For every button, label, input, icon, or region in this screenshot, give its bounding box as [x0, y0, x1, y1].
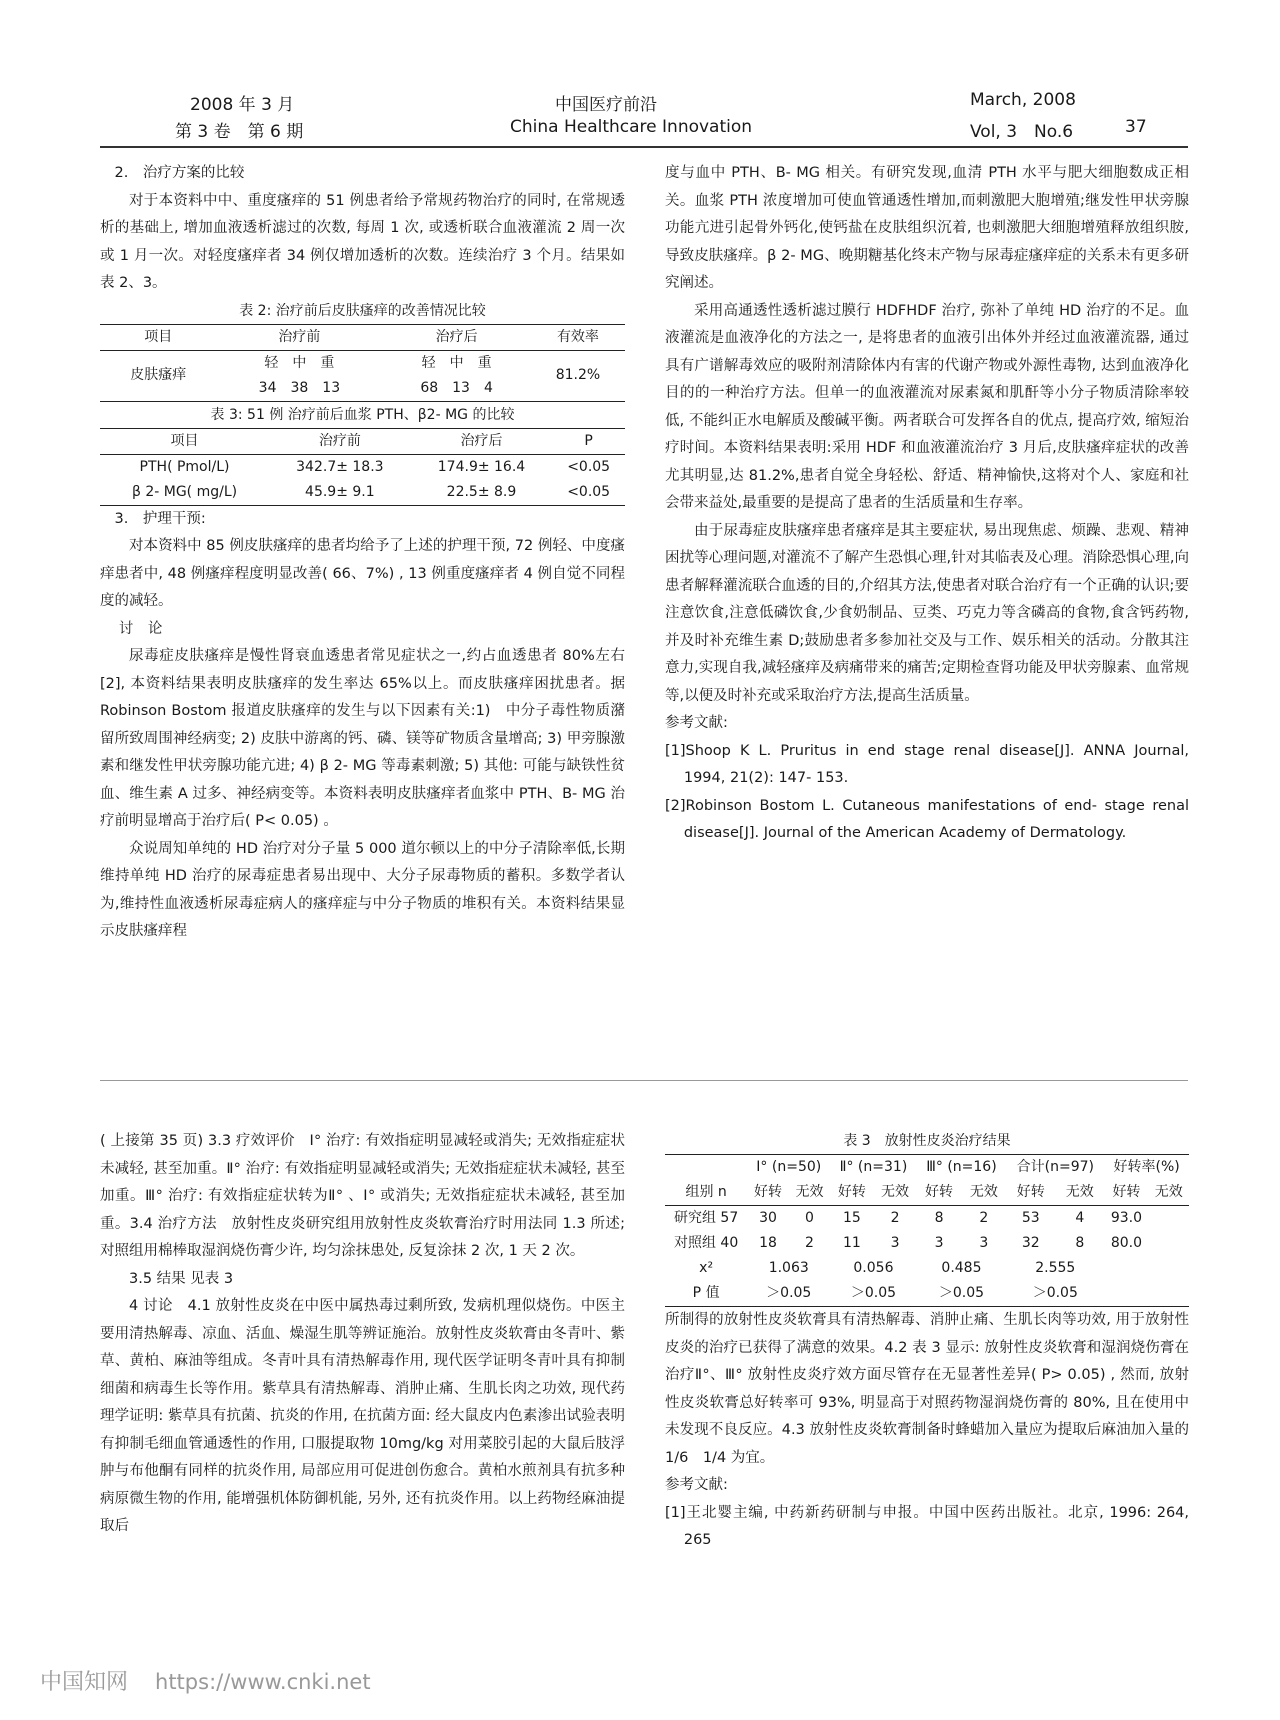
issue-volume-cn: 第 3 卷 第 6 期 — [175, 122, 304, 142]
page-number: 37 — [1125, 117, 1147, 137]
table-cell: 0 — [805, 1210, 814, 1226]
table-cell: <0.05 — [567, 458, 611, 475]
table-cell: 4 — [1075, 1210, 1085, 1226]
table-cell: 0.056 — [853, 1260, 894, 1276]
paragraph: 4 讨论 4.1 放射性皮炎在中医中属热毒过剩所致, 发病机理似烧伤。中医主要用清热解毒、凉血、活血、燥湿生肌等辨证施治。放射性皮炎软膏由冬青叶、紫草、黄柏、麻油等组成。冬青叶具有清热解毒作用, 现代医学证明冬青叶具有抑制细菌和病毒生长等作用。紫草具有清热解毒、消肿止痛、生肌长肉之功效, 现代药理学证明: 紫草具有抗菌、抗炎的作用, 在抗菌方面: 经大鼠皮内色素渗出试验表明有抑制毛细血管通透性的作用, 口服提取物 10mg/kg 对用菜胶引起的大鼠后肢浮肿与布他酮有同样的抗炎作用, 局部应用可促进创伤愈合。黄柏水煎剂具有抗多种病原微生物的作用, 能增强机体防御机能, 另外, 还有抗炎作用。以上药物经麻油提取后 — [100, 1298, 625, 1534]
table-cell: 2 — [979, 1210, 989, 1226]
paragraph: 采用高通透性透析滤过膜行 HDFHDF 治疗, 弥补了单纯 HD 治疗的不足。血液灌流是血液净化的方法之一, 是将患者的血液引出体外并经过血液灌流器, 通过具有广谱解毒效应的吸附剂清除体内有害的代谢产物或外源性毒物, 达到血液净化目的的一种治疗方法。但单一的血液灌流对尿素氮和肌酐等小分子物质清除率较低, 不能纠正水电解质及酸碱平衡。两者联合可发挥各自的优点, 提高疗效, 缩短治疗时间。本资料结果表明:采用 HDF 和血液灌流治疗 3 月后,皮肤瘙痒症状的改善尤其明显,达 81.2%,患者自觉全身轻松、舒适、精神愉快,这将对个人、家庭和社会带来益处,最重要的是提高了患者的生活质量和生存率。 — [665, 302, 1189, 511]
cnki-url[interactable]: https://www.cnki.net — [155, 1670, 371, 1694]
table-cell: 80.0 — [1110, 1235, 1143, 1251]
table-cell: 81.2% — [555, 367, 601, 383]
table-header: 好转率(%) — [1113, 1159, 1180, 1175]
upper-left-column — [100, 160, 625, 946]
table-header — [665, 1155, 747, 1181]
section-heading: 3. 护理干预: — [114, 510, 206, 527]
table-cell: 2.555 — [1035, 1260, 1076, 1276]
table-cell: ＞0.05 — [766, 1285, 812, 1301]
paragraph: 对于本资料中中、重度瘙痒的 51 例患者给予常规药物治疗的同时, 在常规透析的基础上, 增加血液透析滤过的次数, 每周 1 次, 或透析联合血液灌流 2 周一次或 1 月一次。对轻度瘙痒者 34 例仅增加透析的次数。连续治疗 3 个月。结果如表 2、3。 — [100, 192, 625, 291]
table-cell: x² — [699, 1260, 714, 1276]
cnki-watermark — [40, 1665, 371, 1696]
table-cell: 11 — [842, 1235, 861, 1251]
table-cell: <0.05 — [567, 483, 611, 500]
table-header: 合计(n=97) — [1016, 1159, 1094, 1175]
reference-item: [1]王北婴主编, 中药新药研制与申报。中国中医药出版社。北京, 1996: 264, 265 — [665, 1504, 1189, 1548]
table-cell: 2 — [890, 1210, 900, 1226]
table3 — [100, 428, 625, 506]
paragraph: 度与血中 PTH、B- MG 相关。有研究发现,血清 PTH 水平与肥大细胞数成正相关。血浆 PTH 浓度增加可使血管通透性增加,而刺激肥大胞增殖;继发性甲状旁腺功能亢进引起骨外钙化,使钙盐在皮肤组织沉着, 也刺激肥大细胞增殖释放组织胺, 导致皮肤瘙痒。β 2- MG、晚期糖基化终末产物与尿毒症瘙痒症的关系未有更多研究阐述。 — [665, 165, 1189, 291]
references-heading: 参考文献: — [665, 1477, 728, 1493]
issue-volume-en: Vol, 3 No.6 — [970, 122, 1074, 142]
issue-date-en: March, 2008 — [970, 90, 1076, 110]
table-cell: 轻 中 重 — [421, 354, 492, 371]
table-header: 无效 — [795, 1184, 824, 1200]
table-header: 无效 — [969, 1184, 998, 1200]
reference-item: [1]Shoop K L. Pruritus in end stage renal disease[J]. ANNA Journal, 1994, 21(2): 147- 153. — [665, 742, 1189, 786]
table-cell: 342.7± 18.3 — [296, 458, 384, 475]
paragraph: 众说周知单纯的 HD 治疗对分子量 5 000 道尔顿以上的中分子清除率低,长期维持单纯 HD 治疗的尿毒症患者易出现中、大分子尿毒物质的蓄积。多数学者认为,维持性血液透析尿毒症病人的瘙痒症与中分子物质的堆积有关。本资料结果显示皮肤瘙痒程 — [100, 840, 625, 939]
table-cell — [1149, 1206, 1189, 1232]
table-cell: 3 — [890, 1235, 900, 1251]
table-cell: ＞0.05 — [850, 1285, 897, 1301]
table-header: 项目 — [144, 328, 173, 345]
table-cell: ＞0.05 — [938, 1285, 985, 1301]
table-cell: 30 — [759, 1210, 777, 1226]
table-header: 治疗前 — [278, 328, 321, 345]
lower-right-column — [665, 1128, 1189, 1555]
paragraph: 尿毒症皮肤瘙痒是慢性肾衰血透患者常见症状之一,约占血透患者 80%左右[2], 本资料结果表明皮肤瘙痒的发生率达 65%以上。而皮肤瘙痒困扰患者。据 Robinson Bostom 报道皮肤瘙痒的发生与以下因素有关:1) 中分子毒性物质潴留所致周围神经病变; 2) 皮肤中游离的钙、磷、镁等矿物质含量增高; 3) 甲旁腺激素和继发性甲状旁腺功能亢进; 4) β 2- MG 等毒素刺激; 5) 其他: 可能与缺铁性贫血、维生素 A 过多、神经病变等。本资料表明皮肤瘙痒者血浆中 PTH、B- MG 治疗前明显增高于治疗后( P< 0.05) 。 — [100, 648, 625, 829]
references-heading: 参考文献: — [665, 715, 728, 731]
table-cell: 皮肤瘙痒 — [130, 367, 187, 383]
table-header: 无效 — [1065, 1184, 1094, 1200]
table2 — [100, 324, 625, 402]
section-divider — [100, 1080, 1188, 1081]
table-cell: 0.485 — [941, 1260, 982, 1276]
table-cell: 174.9± 16.4 — [437, 458, 526, 475]
section-heading: 讨 论 — [118, 620, 163, 637]
table-cell: β 2- MG( mg/L) — [131, 483, 238, 500]
paragraph: ( 上接第 35 页) 3.3 疗效评价 Ⅰ° 治疗: 有效指症明显减轻或消失; 无效指症症状未减轻, 甚至加重。Ⅱ° 治疗: 有效指症明显减轻或消失; 无效指症症状未减轻, 甚至加重。Ⅲ° 治疗: 有效指症症状转为Ⅱ° 、Ⅰ° 或消失; 无效指症症状未减轻, 甚至加重。3.4 治疗方法 放射性皮炎研究组用放射性皮炎软膏治疗时用法同 1.3 所述; 对照组用棉棒取湿润烧伤膏少许, 均匀涂抹患处, 反复涂抹 2 次, 1 天 2 次。 — [100, 1133, 625, 1259]
table-cell: 8 — [1075, 1235, 1085, 1251]
table-cell: 34 38 13 — [258, 379, 341, 396]
table-header: 好转 — [837, 1184, 866, 1200]
issue-date-cn: 2008 年 3 月 — [190, 95, 295, 115]
table-header: 组别 n — [685, 1184, 727, 1200]
paragraph: 由于尿毒症皮肤瘙痒患者瘙痒是其主要症状, 易出现焦虑、烦躁、悲观、精神困扰等心理问题,对灌流不了解产生恐惧心理,针对其临表及心理。消除恐惧心理,向患者解释灌流联合血透的目的,介绍其方法,使患者对联合治疗有一个正确的认识;要注意饮食,注意低磷饮食,少食奶制品、豆类、巧克力等含磷高的食物,食含钙药物,并及时补充维生素 D;鼓励患者多参加社交及与工作、娱乐相关的活动。分散其注意力,实现自我,减轻瘙痒及病痛带来的痛苦;定期检查肾功能及甲状旁腺素、血常规等,以便及时补充或采取治疗方法,提高生活质量。 — [665, 522, 1189, 704]
table-cell: 93.0 — [1110, 1210, 1143, 1226]
table-header: 好转 — [1016, 1184, 1045, 1200]
table3-radiation — [665, 1154, 1189, 1307]
table-cell: 18 — [759, 1235, 777, 1251]
table-header: P — [584, 432, 593, 449]
table-header: Ⅱ° (n=31) — [839, 1159, 908, 1175]
table-cell: 对照组 40 — [673, 1235, 739, 1251]
table-header: 有效率 — [556, 328, 599, 345]
table-cell: 68 13 4 — [420, 379, 493, 396]
table-header: 治疗后 — [435, 328, 478, 345]
table-cell: 1.063 — [768, 1260, 809, 1276]
table-cell: 8 — [934, 1210, 944, 1226]
table-cell: 45.9± 9.1 — [305, 483, 375, 500]
reference-item: [2]Robinson Bostom L. Cutaneous manifestations of end- stage renal disease[J]. Journal of the American Academy of Dermatology. — [665, 797, 1189, 841]
table-header: Ⅲ° (n=16) — [926, 1159, 997, 1175]
table-cell: 15 — [842, 1210, 861, 1226]
table-header: 无效 — [881, 1184, 910, 1200]
journal-title-en: China Healthcare Innovation — [510, 117, 753, 137]
journal-title-cn: 中国医疗前沿 — [555, 95, 657, 115]
table-header: 好转 — [925, 1184, 954, 1200]
table-header: 好转 — [754, 1184, 782, 1200]
table-cell: 轻 中 重 — [264, 354, 335, 371]
lower-left-column — [100, 1128, 625, 1541]
table-header: Ⅰ° (n=50) — [756, 1159, 822, 1175]
table-cell: 3 — [979, 1235, 989, 1251]
table-cell: 32 — [1021, 1235, 1040, 1251]
table-header: 治疗前 — [318, 432, 361, 449]
table-header: 项目 — [170, 432, 199, 449]
table-cell — [1149, 1231, 1189, 1256]
table-header: 无效 — [1154, 1184, 1183, 1200]
table-cell: 53 — [1021, 1210, 1040, 1226]
header-rule — [100, 146, 1188, 148]
table-cell: 3 — [934, 1235, 944, 1251]
section-heading: 3.5 结果 见表 3 — [129, 1270, 234, 1287]
table-cell: 研究组 57 — [673, 1210, 739, 1226]
table-cell: PTH( Pmol/L) — [139, 458, 230, 475]
table-cell: ＞0.05 — [1032, 1285, 1078, 1301]
table2-caption: 表 2: 治疗前后皮肤瘙痒的改善情况比较 — [239, 302, 486, 319]
table-header: 好转 — [1112, 1184, 1141, 1200]
table-cell: 22.5± 8.9 — [446, 483, 517, 500]
table-header: 治疗后 — [460, 432, 503, 449]
table3-caption: 表 3: 51 例 治疗前后血浆 PTH、β2- MG 的比较 — [210, 406, 515, 423]
paragraph: 对本资料中 85 例皮肤瘙痒的患者均给予了上述的护理干预, 72 例轻、中度瘙痒患者中, 48 例瘙痒程度明显改善( 66、7%) , 13 例重度瘙痒者 4 例自觉不同程度的减轻。 — [100, 538, 625, 609]
upper-right-column — [665, 160, 1189, 848]
section-heading: 2. 治疗方案的比较 — [114, 165, 245, 181]
cnki-logo-text: 中国知网 — [40, 1670, 129, 1695]
paragraph: 所制得的放射性皮炎软膏具有清热解毒、消肿止痛、生肌长肉等功效, 用于放射性皮炎的治疗已获得了满意的效果。4.2 表 3 显示: 放射性皮炎软膏和湿润烧伤膏在治疗Ⅱ°、Ⅲ° 放射性皮炎疗效方面尽管存在无显著性差异( P> 0.05) , 然而, 放射性皮炎软膏总好转率可 93%, 明显高于对照药物湿润烧伤膏的 80%, 且在使用中未发现不良反应。4.3 放射性皮炎软膏制备时蜂蜡加入量应为提取后麻油加入量的 1/6 1/4 为宜。 — [665, 1312, 1189, 1466]
table3-radiation-caption: 表 3 放射性皮炎治疗结果 — [843, 1133, 1011, 1149]
table-cell: 2 — [805, 1235, 814, 1251]
table-cell: P 值 — [692, 1285, 720, 1301]
